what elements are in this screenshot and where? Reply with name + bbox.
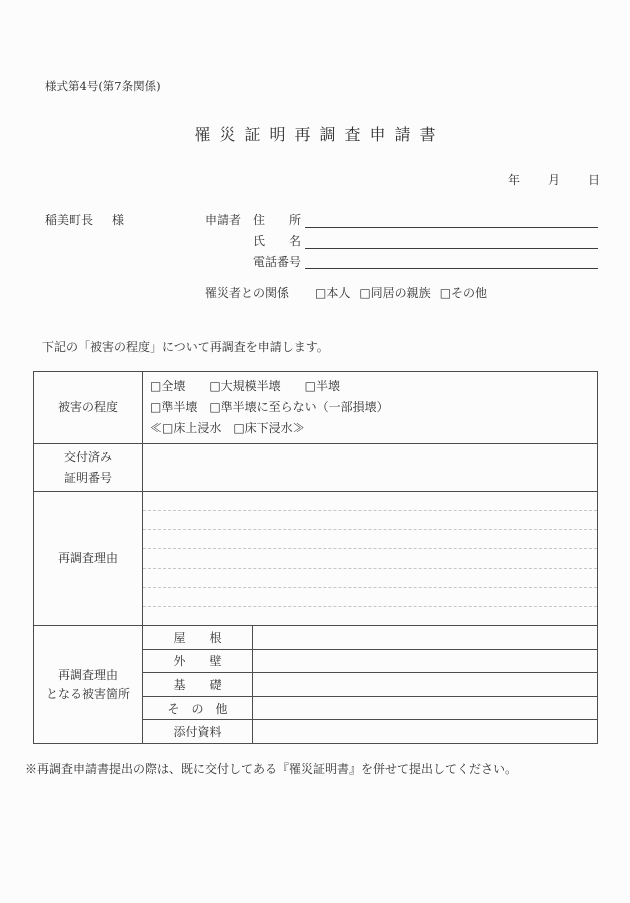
writing-line [143, 492, 597, 511]
damage-locations-label [34, 626, 143, 743]
table-row-damage-locations [34, 625, 597, 743]
location-value-roof [253, 626, 597, 650]
location-label-outer-wall: 外 壁 [143, 650, 252, 674]
name-field-label: 氏 名 [253, 234, 302, 248]
checkbox-option-self: □本人 [315, 286, 351, 300]
footnote: ※再調査申請書提出の際は、既に交付してある『罹災証明書』を併せて提出してください。 [25, 762, 518, 776]
table-row-certificate-number [34, 443, 597, 491]
certificate-number-label-line1: 交付済み [63, 449, 112, 464]
writing-line [143, 569, 597, 588]
writing-line [143, 588, 597, 607]
checkbox-option-family: □同居の親族 [359, 286, 431, 300]
reason-label: 再調査理由 [34, 492, 143, 625]
certificate-number-value [143, 444, 597, 491]
table-row-reason [34, 491, 597, 625]
location-value-outer-wall [253, 650, 597, 674]
addressee-honorific: 様 [112, 213, 125, 227]
damage-level-line-3: ≪□床上浸水 □床下浸水≫ [150, 421, 305, 435]
certificate-number-label-line2: 証明番号 [63, 470, 112, 485]
location-label-foundation: 基 礎 [143, 673, 252, 697]
statement-text: 下記の「被害の程度」について再調査を申請します。 [42, 340, 329, 354]
writing-line [143, 549, 597, 568]
page-title: 罹災証明再調査申請書 [194, 125, 445, 144]
certificate-number-label [34, 444, 143, 491]
damage-level-line-2: □準半壊 □準半壊に至らない（一部損壊） [150, 400, 389, 414]
damage-locations-label-line1: 再調査理由 [57, 667, 118, 682]
location-label-roof: 屋 根 [143, 626, 252, 650]
location-value-attachments [253, 720, 597, 743]
form-number: 様式第4号(第7条関係) [45, 79, 161, 93]
date-line [508, 173, 600, 187]
relation-label: 罹災者との関係 [205, 286, 290, 300]
addressee-name: 稲美町長 [45, 213, 94, 227]
date-day-label: 日 [587, 173, 600, 187]
name-field-line [305, 248, 598, 249]
writing-line [143, 511, 597, 530]
damage-locations-sublabels [143, 626, 253, 743]
damage-level-label: 被害の程度 [34, 372, 143, 443]
reason-writing-area [143, 492, 597, 625]
address-field-label: 住 所 [253, 213, 302, 227]
damage-locations-values [253, 626, 597, 743]
date-year-label: 年 [508, 173, 521, 187]
applicant-label: 申請者 [205, 213, 242, 227]
damage-level-options [143, 372, 597, 443]
damage-locations-label-line2: となる被害箇所 [45, 686, 130, 701]
location-value-other [253, 697, 597, 721]
phone-field-label: 電話番号 [253, 255, 302, 269]
location-label-other: そ の 他 [143, 697, 252, 721]
address-field-line [305, 227, 598, 228]
date-month-label: 月 [547, 173, 560, 187]
location-value-foundation [253, 673, 597, 697]
checkbox-option-other: □その他 [439, 286, 488, 300]
table-row-damage-level [34, 372, 597, 443]
writing-line [143, 607, 597, 625]
relation-options [315, 286, 487, 300]
main-table [33, 371, 598, 744]
writing-line [143, 530, 597, 549]
location-label-attachments: 添付資料 [173, 725, 222, 740]
phone-field-line [305, 268, 598, 269]
damage-level-line-1: □全壊 □大規模半壊 □半壊 [150, 379, 341, 393]
addressee [45, 213, 124, 227]
